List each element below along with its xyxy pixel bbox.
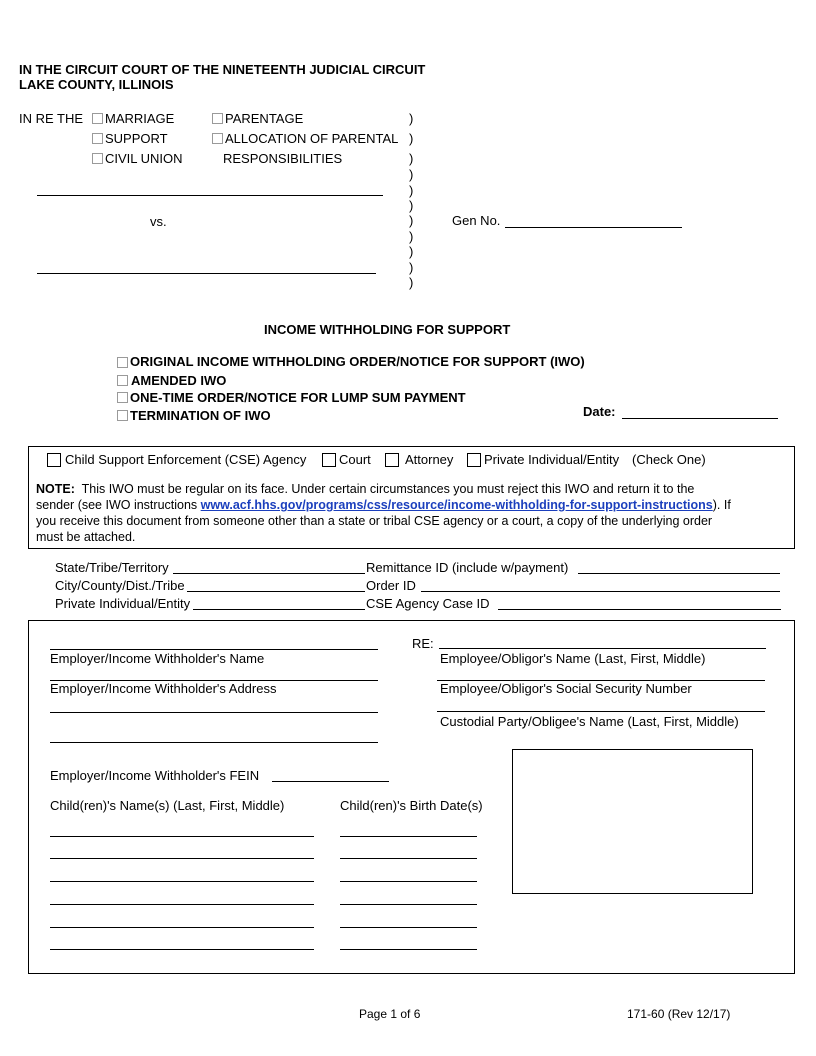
court-checkbox[interactable] (322, 453, 336, 467)
caption-paren: ) (409, 260, 414, 275)
state-tribe-label: State/Tribe/Territory (55, 560, 169, 575)
note-line-1 (36, 482, 694, 497)
employer-address-field-2[interactable] (50, 712, 378, 713)
children-names-label: Child(ren)'s Name(s) (Last, First, Middle) (50, 798, 285, 813)
iwo-instructions-link[interactable]: www.acf.hhs.gov/programs/css/resource/income-withholding-for-support-instructions (200, 498, 713, 512)
employer-fein-label: Employer/Income Withholder's FEIN (50, 768, 260, 783)
employee-name-label: Employee/Obligor's Name (Last, First, Middle) (440, 651, 706, 666)
caption-paren: ) (409, 198, 414, 213)
in-re-label: IN RE THE (19, 111, 84, 126)
employee-name-field[interactable] (439, 648, 766, 649)
note-text: ). If (712, 498, 731, 512)
court-label: Court (339, 452, 371, 467)
attorney-checkbox[interactable] (385, 453, 399, 467)
court-title: IN THE CIRCUIT COURT OF THE NINETEENTH JUDICIAL CIRCUIT (19, 62, 426, 77)
custodial-party-label: Custodial Party/Obligee's Name (Last, First, Middle) (440, 714, 739, 729)
allocation-checkbox[interactable] (212, 133, 223, 144)
child-birth-field[interactable] (340, 927, 477, 928)
allocation-label: ALLOCATION OF PARENTAL (225, 131, 399, 146)
child-birth-field[interactable] (340, 904, 477, 905)
cse-agency-label: Child Support Enforcement (CSE) Agency (65, 452, 307, 467)
city-county-label: City/County/Dist./Tribe (55, 578, 185, 593)
private-entity-checkbox[interactable] (467, 453, 481, 467)
responsibilities-label: RESPONSIBILITIES (223, 151, 343, 166)
caption-paren: ) (409, 183, 414, 198)
date-label: Date: (583, 404, 616, 419)
order-id-label: Order ID (366, 578, 416, 593)
gen-no-field[interactable] (505, 227, 682, 228)
note-line-3: you receive this document from someone other than a state or tribal CSE agency or a court, a copy of the underlying order (36, 514, 713, 528)
note-text: sender (see IWO instructions (36, 498, 201, 512)
lump-sum-label: ONE-TIME ORDER/NOTICE FOR LUMP SUM PAYMENT (130, 390, 466, 405)
employer-name-field[interactable] (50, 649, 378, 650)
support-label: SUPPORT (105, 131, 168, 146)
child-name-field[interactable] (50, 904, 314, 905)
parentage-checkbox[interactable] (212, 113, 223, 124)
parentage-label: PARENTAGE (225, 111, 304, 126)
custodial-party-field[interactable] (437, 711, 765, 712)
amended-iwo-label: AMENDED IWO (131, 373, 227, 388)
check-one-label: (Check One) (632, 452, 706, 467)
caption-paren: ) (409, 244, 414, 259)
employer-name-label: Employer/Income Withholder's Name (50, 651, 265, 666)
child-name-field[interactable] (50, 881, 314, 882)
termination-checkbox[interactable] (117, 410, 128, 421)
employer-address-field-3[interactable] (50, 742, 378, 743)
gen-no-label: Gen No. (452, 213, 501, 228)
child-name-field[interactable] (50, 927, 314, 928)
employee-ssn-label: Employee/Obligor's Social Security Number (440, 681, 692, 696)
child-birth-field[interactable] (340, 881, 477, 882)
amended-iwo-checkbox[interactable] (117, 375, 128, 386)
child-birth-field[interactable] (340, 836, 477, 837)
child-name-field[interactable] (50, 949, 314, 950)
caption-paren: ) (409, 151, 414, 166)
stamp-box (512, 749, 753, 894)
order-id-field[interactable] (421, 591, 780, 592)
child-birth-field[interactable] (340, 858, 477, 859)
cse-case-id-label: CSE Agency Case ID (366, 596, 490, 611)
cse-case-id-field[interactable] (498, 609, 781, 610)
note-label: NOTE: (36, 482, 75, 496)
note-line-4: must be attached. (36, 530, 136, 544)
caption-paren: ) (409, 131, 414, 146)
date-field[interactable] (622, 418, 778, 419)
page-number: Page 1 of 6 (359, 1007, 421, 1021)
private-entity-label: Private Individual/Entity (484, 452, 620, 467)
employer-fein-field[interactable] (272, 781, 389, 782)
caption-paren: ) (409, 229, 414, 244)
termination-label: TERMINATION OF IWO (130, 408, 271, 423)
caption-paren: ) (409, 167, 414, 182)
support-checkbox[interactable] (92, 133, 103, 144)
caption-paren: ) (409, 213, 414, 228)
original-iwo-checkbox[interactable] (117, 357, 128, 368)
caption-paren: ) (409, 275, 414, 290)
remittance-id-field[interactable] (578, 573, 780, 574)
form-number: 171-60 (Rev 12/17) (627, 1007, 731, 1021)
respondent-field[interactable] (37, 273, 376, 274)
county-title: LAKE COUNTY, ILLINOIS (19, 77, 174, 92)
original-iwo-label: ORIGINAL INCOME WITHHOLDING ORDER/NOTICE FOR SUPPORT (IWO) (130, 354, 585, 369)
attorney-label: Attorney (405, 452, 454, 467)
caption-paren: ) (409, 111, 414, 126)
re-label: RE: (412, 636, 434, 651)
form-title: INCOME WITHHOLDING FOR SUPPORT (264, 322, 511, 337)
private-entity-field[interactable] (193, 609, 365, 610)
child-birth-field[interactable] (340, 949, 477, 950)
civil-union-label: CIVIL UNION (105, 151, 183, 166)
petitioner-field[interactable] (37, 195, 383, 196)
employer-address-label: Employer/Income Withholder's Address (50, 681, 277, 696)
vs-label: vs. (150, 214, 167, 229)
remittance-id-label: Remittance ID (include w/payment) (366, 560, 569, 575)
note-line-2 (36, 498, 731, 513)
marriage-checkbox[interactable] (92, 113, 103, 124)
state-tribe-field[interactable] (173, 573, 365, 574)
city-county-field[interactable] (187, 591, 365, 592)
cse-agency-checkbox[interactable] (47, 453, 61, 467)
marriage-label: MARRIAGE (105, 111, 175, 126)
lump-sum-checkbox[interactable] (117, 392, 128, 403)
private-entity-id-label: Private Individual/Entity (55, 596, 191, 611)
children-birth-label: Child(ren)'s Birth Date(s) (340, 798, 483, 813)
civil-union-checkbox[interactable] (92, 153, 103, 164)
note-text: This IWO must be regular on its face. Under certain circumstances you must reject this IWO and return it to the (81, 482, 695, 496)
child-name-field[interactable] (50, 836, 314, 837)
child-name-field[interactable] (50, 858, 314, 859)
